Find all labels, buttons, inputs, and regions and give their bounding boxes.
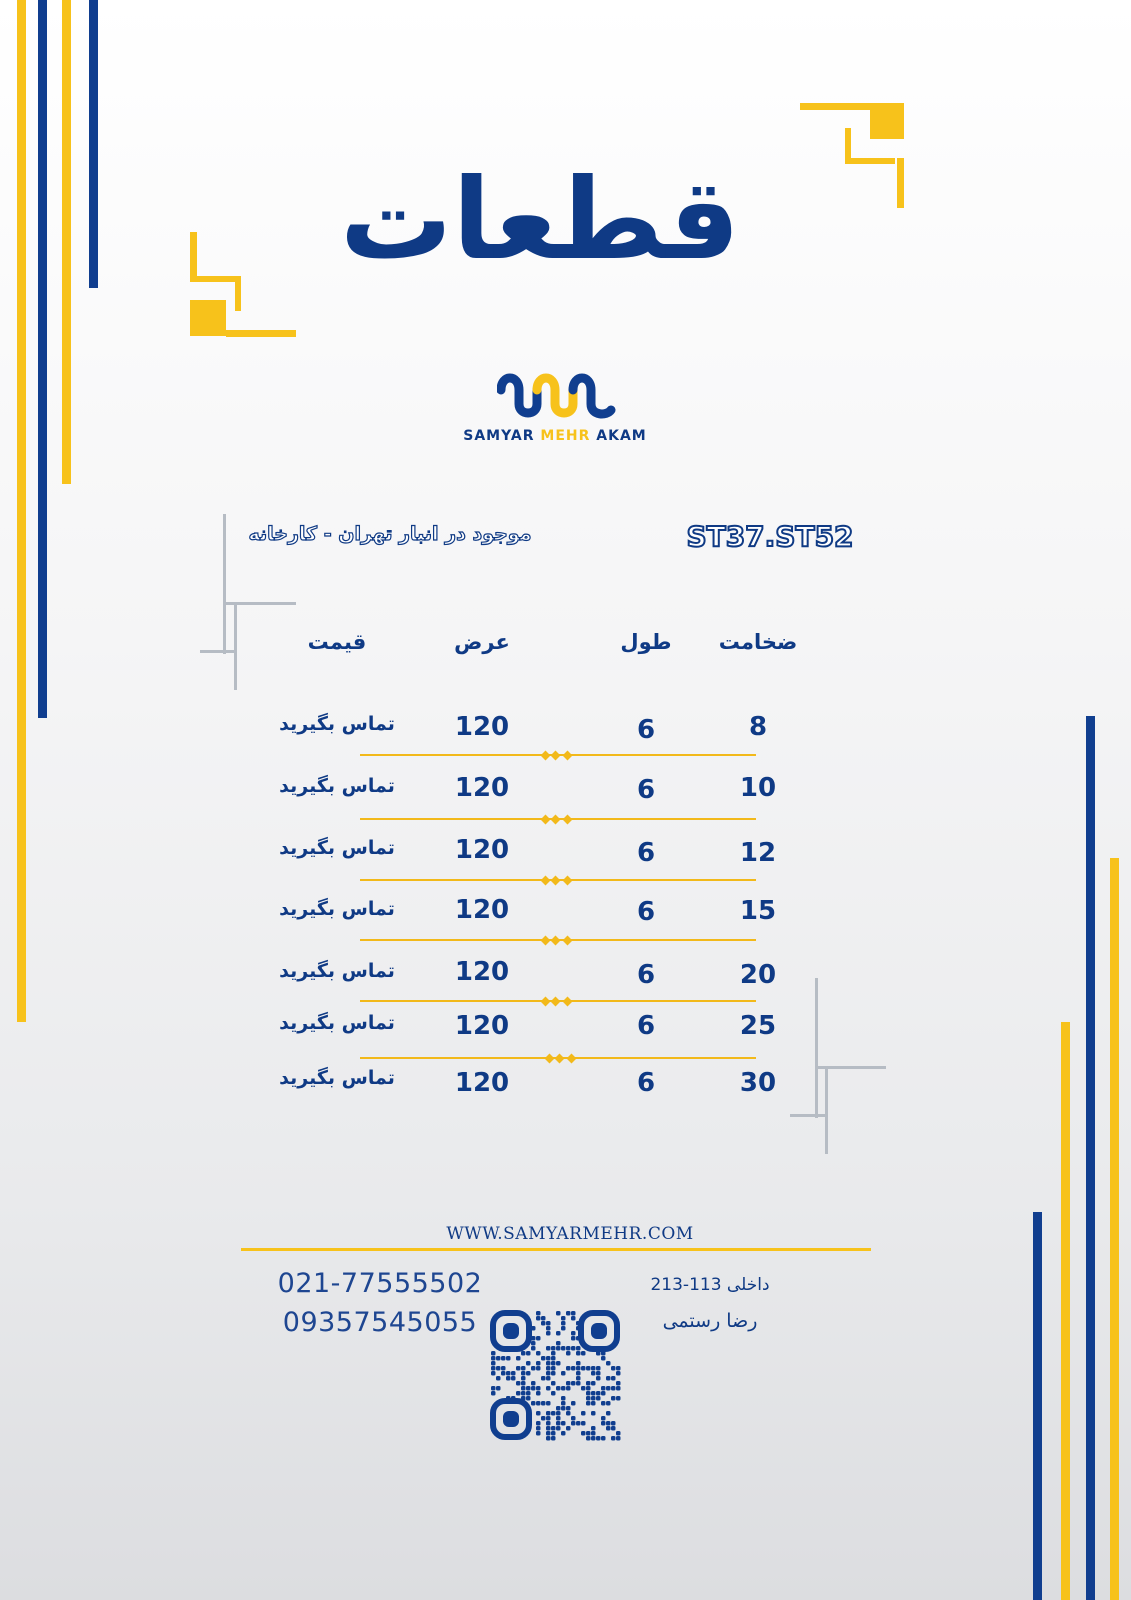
page-title: قطعات	[339, 155, 741, 285]
cell-length: 6	[636, 715, 656, 745]
phone-mobile[interactable]: 09357545055	[282, 1307, 478, 1338]
cell-width: 120	[454, 895, 510, 925]
cell-price: تماس بگیرید	[279, 1012, 395, 1034]
header-thickness: ضخامت	[718, 630, 798, 654]
right-yellow-bar-2	[1061, 1022, 1070, 1600]
cell-length: 6	[636, 960, 656, 990]
qr-code-icon[interactable]	[490, 1310, 622, 1442]
cell-thickness: 30	[739, 1068, 777, 1098]
cell-thickness: 15	[739, 896, 777, 926]
brand-logo-icon	[497, 370, 617, 422]
cell-thickness: 20	[739, 960, 777, 990]
steel-grade: ST37.ST52	[686, 520, 854, 553]
footer-divider	[241, 1248, 871, 1251]
brand-word-2: MEHR	[540, 428, 591, 444]
cell-price: تماس بگیرید	[279, 775, 395, 797]
extension-number: داخلی 113-213	[650, 1275, 770, 1295]
cell-length: 6	[636, 775, 656, 805]
right-blue-bar-1	[1086, 716, 1095, 1600]
cell-width: 120	[454, 957, 510, 987]
brand-word-1: SAMYAR	[463, 428, 535, 444]
left-blue-bar-short	[89, 0, 98, 288]
website-link[interactable]: WWW.SAMYARMEHR.COM	[446, 1224, 694, 1244]
cell-length: 6	[636, 838, 656, 868]
cell-length: 6	[636, 897, 656, 927]
brand-word-3: AKAM	[596, 428, 647, 444]
cell-thickness: 12	[739, 838, 777, 868]
header-width: عرض	[454, 630, 510, 654]
cell-width: 120	[454, 712, 510, 742]
right-blue-bar-2	[1033, 1212, 1042, 1600]
brand-name	[430, 428, 680, 444]
cell-width: 120	[454, 773, 510, 803]
cell-price: تماس بگیرید	[279, 898, 395, 920]
left-yellow-bar-outer	[17, 0, 26, 1022]
cell-thickness: 8	[748, 712, 768, 742]
cell-thickness: 25	[739, 1011, 777, 1041]
left-yellow-bar-inner	[62, 0, 71, 484]
contact-name: رضا رستمی	[662, 1310, 758, 1332]
cell-thickness: 10	[739, 773, 777, 803]
cell-width: 120	[454, 835, 510, 865]
cell-width: 120	[454, 1011, 510, 1041]
header-length: طول	[620, 630, 672, 654]
cell-price: تماس بگیرید	[279, 837, 395, 859]
stock-note: موجود در انبار تهران - کارخانه	[248, 523, 532, 545]
cell-length: 6	[636, 1011, 656, 1041]
cell-price: تماس بگیرید	[279, 1067, 395, 1089]
cell-length: 6	[636, 1068, 656, 1098]
left-blue-bar	[38, 0, 47, 718]
header-price: قیمت	[307, 630, 367, 654]
cell-price: تماس بگیرید	[279, 960, 395, 982]
gray-ornament-right	[790, 978, 890, 1154]
cell-width: 120	[454, 1068, 510, 1098]
cell-price: تماس بگیرید	[279, 713, 395, 735]
phone-landline[interactable]: 021-77555502	[277, 1268, 483, 1299]
right-yellow-bar-1	[1110, 858, 1119, 1600]
